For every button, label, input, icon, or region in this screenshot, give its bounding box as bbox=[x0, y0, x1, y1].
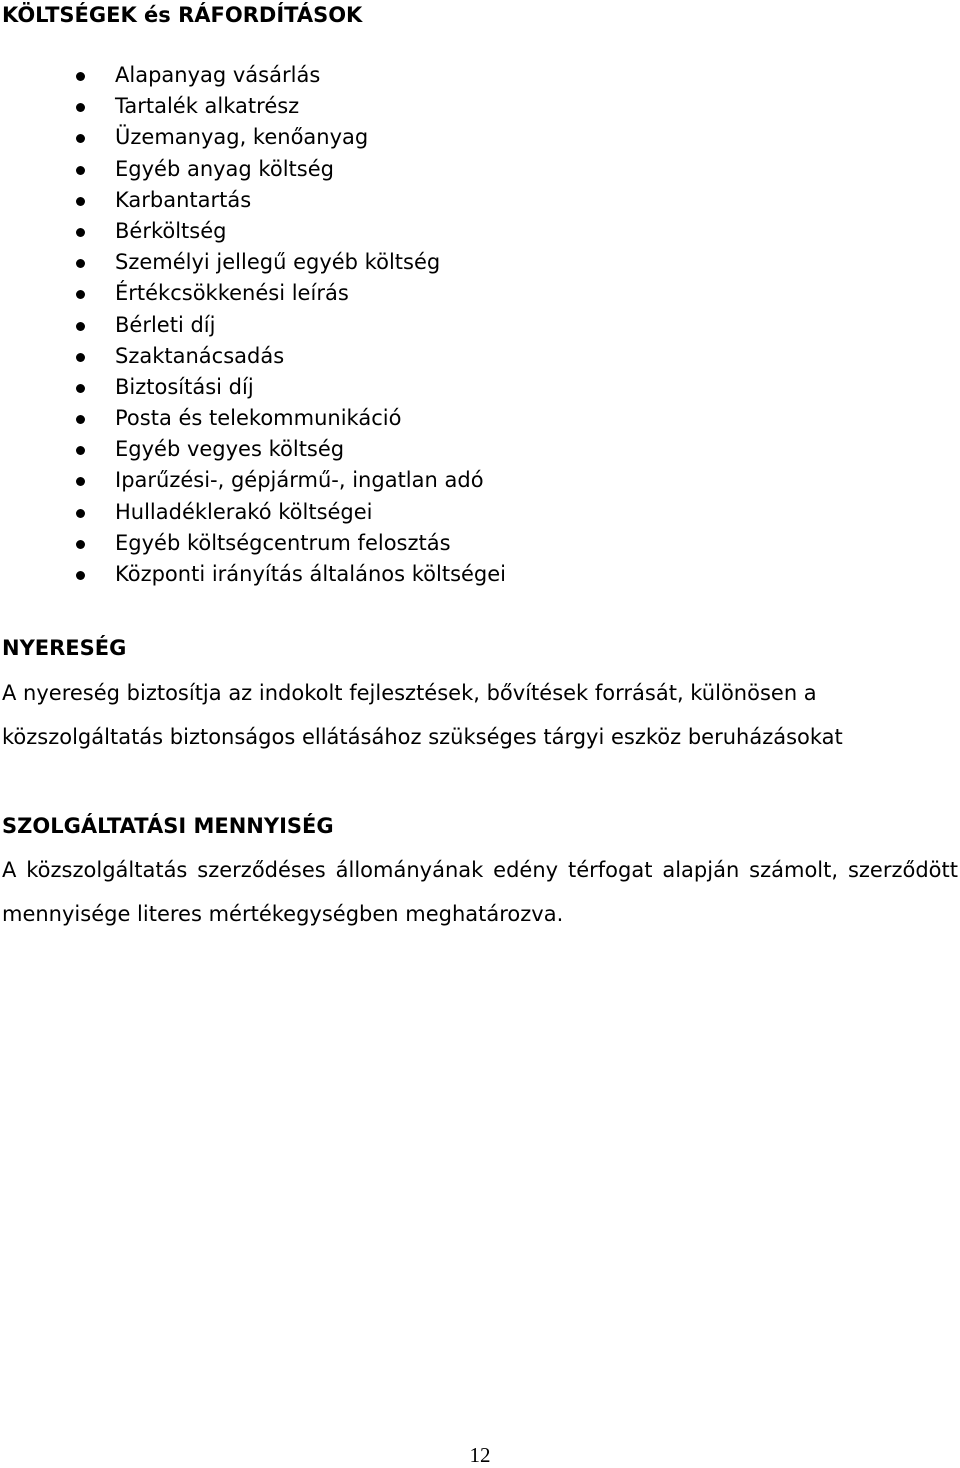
service-quantity-heading: SZOLGÁLTATÁSI MENNYISÉG bbox=[2, 814, 334, 838]
list-item bbox=[0, 372, 506, 403]
bullet-icon bbox=[76, 134, 85, 143]
list-item-label: Biztosítási díj bbox=[115, 374, 254, 399]
list-item-label: Hulladéklerakó költségei bbox=[115, 499, 373, 524]
bullet-icon bbox=[76, 353, 85, 362]
list-item bbox=[0, 341, 506, 372]
list-item bbox=[0, 434, 506, 465]
list-item bbox=[0, 497, 506, 528]
list-item-label: Bérleti díj bbox=[115, 312, 216, 337]
list-item bbox=[0, 216, 506, 247]
bullet-icon bbox=[76, 415, 85, 424]
list-item bbox=[0, 247, 506, 278]
list-item bbox=[0, 559, 506, 590]
costs-list bbox=[0, 60, 506, 590]
bullet-icon bbox=[76, 197, 85, 206]
list-item bbox=[0, 278, 506, 309]
list-item bbox=[0, 465, 506, 496]
list-item-label: Tartalék alkatrész bbox=[115, 94, 300, 119]
profit-heading: NYERESÉG bbox=[2, 636, 127, 660]
list-item bbox=[0, 403, 506, 434]
list-item bbox=[0, 528, 506, 559]
list-item-label: Személyi jellegű egyéb költség bbox=[115, 250, 441, 275]
list-item-label: Értékcsökkenési leírás bbox=[115, 281, 349, 306]
costs-heading: KÖLTSÉGEK és RÁFORDÍTÁSOK bbox=[2, 3, 363, 27]
list-item bbox=[0, 91, 506, 122]
list-item-label: Bérköltség bbox=[115, 218, 227, 243]
list-item-label: Egyéb költségcentrum felosztás bbox=[115, 530, 451, 555]
list-item-label: Egyéb vegyes költség bbox=[115, 437, 345, 462]
bullet-icon bbox=[76, 103, 85, 112]
bullet-icon bbox=[76, 72, 85, 81]
bullet-icon bbox=[76, 166, 85, 175]
bullet-icon bbox=[76, 477, 85, 486]
list-item bbox=[0, 122, 506, 153]
bullet-icon bbox=[76, 540, 85, 549]
bullet-icon bbox=[76, 259, 85, 268]
service-quantity-paragraph: A közszolgáltatás szerződéses állományának edény térfogat alapján számolt, szerződött mennyisége literes mértékegységben meghatározva. bbox=[2, 858, 958, 926]
list-item-label: Iparűzési-, gépjármű-, ingatlan adó bbox=[115, 468, 484, 493]
list-item-label: Üzemanyag, kenőanyag bbox=[115, 125, 369, 150]
list-item-label: Posta és telekommunikáció bbox=[115, 406, 402, 431]
list-item-label: Karbantartás bbox=[115, 187, 252, 212]
profit-paragraph: A nyereség biztosítja az indokolt fejlesztések, bővítések forrását, különösen a közszolgáltatás biztonságos ellátásához szükséges tárgyi eszköz beruházásokat bbox=[2, 681, 843, 749]
bullet-icon bbox=[76, 446, 85, 455]
bullet-icon bbox=[76, 571, 85, 580]
list-item bbox=[0, 60, 506, 91]
list-item-label: Központi irányítás általános költségei bbox=[115, 562, 507, 586]
bullet-icon bbox=[76, 228, 85, 237]
list-item-label: Szaktanácsadás bbox=[115, 343, 285, 368]
list-item-label: Egyéb anyag költség bbox=[115, 156, 334, 181]
list-item bbox=[0, 310, 506, 341]
bullet-icon bbox=[76, 322, 85, 331]
page-number: 12 bbox=[469, 1443, 491, 1467]
list-item bbox=[0, 154, 506, 185]
bullet-icon bbox=[76, 384, 85, 393]
list-item bbox=[0, 185, 506, 216]
list-item-label: Alapanyag vásárlás bbox=[115, 63, 321, 87]
bullet-icon bbox=[76, 509, 85, 518]
bullet-icon bbox=[76, 290, 85, 299]
